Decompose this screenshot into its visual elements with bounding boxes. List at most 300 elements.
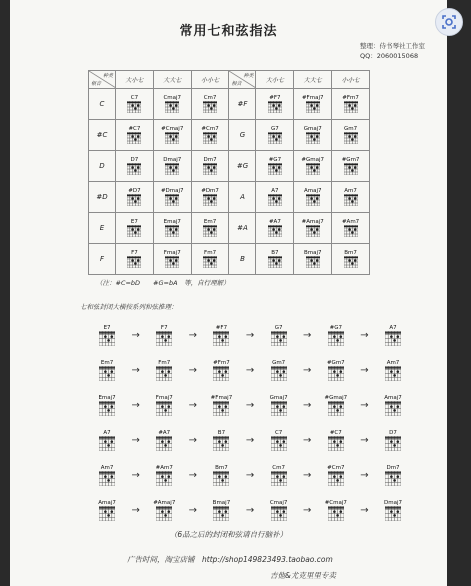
chord-name: #A7 — [158, 430, 171, 436]
chord-name: #G7 — [268, 157, 282, 163]
arrow-right-icon: → — [245, 470, 255, 481]
footer-shop: 吉他&尤克里里专卖 — [270, 571, 336, 580]
chord-cell — [294, 89, 332, 120]
fretboard-diagram — [127, 194, 141, 206]
fretboard-diagram — [385, 471, 401, 486]
chord-name: Gm7 — [344, 126, 358, 132]
arrow-right-icon: → — [245, 365, 255, 376]
chord-name: #Fmaj7 — [301, 95, 324, 101]
fretboard-diagram — [213, 331, 229, 346]
chord-cell — [294, 182, 332, 213]
chord-name: E7 — [130, 219, 138, 225]
arrow-right-icon: → — [131, 400, 140, 411]
progression-chord — [147, 395, 181, 416]
arrow-right-icon: → — [245, 400, 255, 411]
chord-diagram — [116, 126, 153, 144]
chord-cell — [153, 151, 191, 182]
fretboard-diagram — [99, 331, 115, 346]
fretboard-diagram — [328, 401, 344, 416]
chord-cell — [332, 151, 370, 182]
fretboard-diagram — [306, 163, 320, 175]
progression-row — [90, 388, 410, 423]
chord-cell — [332, 89, 370, 120]
fretboard-diagram — [344, 256, 358, 268]
root-note: C — [89, 89, 116, 120]
chord-diagram — [213, 360, 230, 381]
arrow-right-icon: → — [188, 365, 198, 376]
chord-name: #Fmaj7 — [210, 395, 233, 401]
chord-name: #Cm7 — [201, 126, 219, 132]
chord-name: #Cmaj7 — [324, 500, 347, 506]
chord-name: #Gm7 — [326, 360, 345, 366]
progression-chord — [376, 500, 410, 521]
arrow-right-icon: → — [131, 505, 140, 516]
chord-name: Amaj7 — [384, 395, 402, 401]
chord-table — [88, 70, 370, 275]
chord-name: C7 — [274, 430, 283, 436]
progression-row — [90, 493, 410, 528]
progression-chord — [147, 465, 181, 486]
chord-diagram — [325, 395, 348, 416]
fretboard-diagram — [165, 225, 179, 237]
header-root-label: 根音 — [91, 81, 102, 87]
fretboard-diagram — [271, 401, 287, 416]
fretboard-diagram — [328, 436, 344, 451]
progression-chord — [90, 500, 124, 521]
chord-name: #Dm7 — [201, 188, 219, 194]
fretboard-diagram — [127, 101, 141, 113]
chord-name: #Amaj7 — [153, 500, 176, 506]
fretboard-diagram — [271, 436, 287, 451]
chord-cell — [256, 182, 294, 213]
chord-name: #Gm7 — [341, 157, 360, 163]
chord-name: Cm7 — [203, 95, 217, 101]
fretboard-diagram — [271, 366, 287, 381]
chord-diagram — [327, 360, 345, 381]
progression-chord — [262, 395, 296, 416]
chord-cell — [294, 213, 332, 244]
progression-chord — [204, 430, 238, 451]
chord-name: Fmaj7 — [163, 250, 181, 256]
progression-chord — [319, 465, 353, 486]
fretboard-diagram — [165, 132, 179, 144]
root-note: #A — [229, 213, 256, 244]
arrow-right-icon: → — [303, 435, 312, 446]
chord-table-row — [89, 89, 370, 120]
chord-name: #Am7 — [155, 465, 173, 471]
arrow-right-icon: → — [131, 470, 140, 481]
arrow-right-icon: → — [303, 365, 312, 376]
chord-diagram — [116, 157, 153, 175]
fretboard-diagram — [203, 101, 217, 113]
col-header-m7: 小小七 — [332, 71, 370, 89]
chord-name: Em7 — [203, 219, 217, 225]
chord-name: Fmaj7 — [155, 395, 173, 401]
chord-diagram — [156, 395, 173, 416]
page-title: 常用七和弦指法 — [179, 24, 278, 39]
chord-name: #C7 — [329, 430, 342, 436]
chord-cell — [256, 89, 294, 120]
arrow-right-icon: → — [303, 470, 312, 481]
chord-diagram — [332, 95, 369, 113]
chord-name: #Amaj7 — [301, 219, 324, 225]
chord-name: Dmaj7 — [384, 500, 402, 506]
chord-cell — [294, 151, 332, 182]
chord-diagram — [256, 250, 293, 268]
chord-diagram — [116, 95, 153, 113]
chord-name: Gm7 — [272, 360, 286, 366]
chord-diagram — [156, 325, 172, 346]
fretboard-diagram — [268, 132, 282, 144]
fretboard-diagram — [203, 163, 217, 175]
fretboard-diagram — [156, 401, 172, 416]
fretboard-diagram — [344, 163, 358, 175]
chord-name: Bmaj7 — [212, 500, 231, 506]
root-note: B — [229, 244, 256, 275]
fretboard-diagram — [268, 163, 282, 175]
fretboard-diagram — [344, 225, 358, 237]
col-header-m7: 小小七 — [191, 71, 229, 89]
chord-diagram — [271, 360, 287, 381]
header-corner-right — [229, 71, 256, 89]
chord-diagram — [332, 219, 369, 237]
chord-diagram — [325, 500, 347, 521]
root-note: G — [229, 120, 256, 151]
chord-diagram — [271, 325, 287, 346]
author-info — [360, 41, 425, 61]
fretboard-diagram — [385, 401, 401, 416]
chord-table-header — [89, 71, 370, 89]
chord-diagram — [384, 500, 402, 521]
progression-chord — [204, 360, 238, 381]
chord-name: B7 — [271, 250, 279, 256]
chord-diagram — [99, 360, 115, 381]
chord-cell — [153, 120, 191, 151]
chord-diagram — [385, 325, 401, 346]
progression-chord — [90, 430, 124, 451]
chord-diagram — [99, 325, 115, 346]
progression-chord — [376, 395, 410, 416]
chord-diagram — [154, 188, 191, 206]
chord-cell — [153, 213, 191, 244]
fretboard-diagram — [344, 101, 358, 113]
arrow-right-icon: → — [188, 470, 198, 481]
chord-diagram — [156, 465, 173, 486]
chord-diagram — [156, 360, 172, 381]
chord-diagram — [153, 500, 175, 521]
chord-cell — [191, 151, 229, 182]
progression-chord — [319, 395, 353, 416]
progression-row — [90, 353, 410, 388]
chord-cell — [116, 151, 154, 182]
arrow-right-icon: → — [131, 435, 140, 446]
fretboard-diagram — [328, 471, 344, 486]
chord-diagram — [192, 126, 229, 144]
fretboard-diagram — [165, 194, 179, 206]
chord-name: #A7 — [268, 219, 281, 225]
fretboard-diagram — [99, 436, 115, 451]
chord-name: #Am7 — [341, 219, 360, 225]
root-note: E — [89, 213, 116, 244]
section-subtitle: 七和弦封闭大横按系列和弦推理： — [80, 303, 178, 311]
chord-diagram — [332, 188, 369, 206]
chord-cell — [256, 151, 294, 182]
fretboard-diagram — [99, 471, 115, 486]
chord-name: F7 — [160, 325, 168, 331]
header-root-label: 根音 — [231, 81, 242, 87]
chord-cell — [191, 182, 229, 213]
chord-cell — [191, 89, 229, 120]
fretboard-diagram — [127, 256, 141, 268]
chord-diagram — [328, 430, 344, 451]
root-note: D — [89, 151, 116, 182]
chord-name: Amaj7 — [303, 188, 322, 194]
chord-cell — [116, 213, 154, 244]
chord-diagram — [384, 395, 402, 416]
fretboard-diagram — [385, 366, 401, 381]
chord-table-row — [89, 244, 370, 275]
arrow-right-icon: → — [303, 330, 312, 341]
arrow-right-icon: → — [131, 365, 140, 376]
progression-chord — [204, 500, 238, 521]
chord-name: Cmaj7 — [163, 95, 182, 101]
chord-name: Am7 — [386, 360, 400, 366]
arrow-right-icon: → — [360, 365, 369, 376]
chord-diagram — [256, 157, 293, 175]
arrow-right-icon: → — [188, 400, 198, 411]
chord-diagram — [99, 465, 115, 486]
footer-note: （6品之后的封闭和弦请自行脑补） — [169, 530, 288, 539]
progression-chord — [262, 430, 296, 451]
fretboard-diagram — [99, 401, 115, 416]
chord-name: Dm7 — [386, 465, 400, 471]
fretboard-diagram — [271, 331, 287, 346]
chord-diagram — [294, 157, 331, 175]
chord-name: Bm7 — [215, 465, 228, 471]
root-note: #F — [229, 89, 256, 120]
chord-name: #C7 — [128, 126, 141, 132]
lens-search-icon[interactable] — [435, 8, 463, 36]
chord-cell — [191, 244, 229, 275]
progression-chord — [147, 500, 181, 521]
fretboard-diagram — [385, 436, 401, 451]
chord-diagram — [385, 465, 401, 486]
fretboard-diagram — [127, 163, 141, 175]
chord-cell — [294, 120, 332, 151]
chord-name: #Cm7 — [327, 465, 345, 471]
fretboard-diagram — [156, 331, 172, 346]
chord-cell — [116, 89, 154, 120]
fretboard-diagram — [268, 225, 282, 237]
chord-diagram — [116, 188, 153, 206]
fretboard-diagram — [156, 366, 172, 381]
chord-diagram — [327, 465, 344, 486]
arrow-right-icon: → — [245, 435, 255, 446]
chord-cell — [153, 182, 191, 213]
chord-name: Em7 — [100, 360, 114, 366]
chord-name: #Gmaj7 — [324, 395, 348, 401]
fretboard-diagram — [385, 506, 401, 521]
chord-name: #Fm7 — [213, 360, 230, 366]
chord-diagram — [98, 395, 115, 416]
fretboard-diagram — [271, 471, 287, 486]
arrow-right-icon: → — [360, 470, 369, 481]
progression-row — [90, 458, 410, 493]
chord-name: #D7 — [128, 188, 141, 194]
arrow-right-icon: → — [188, 435, 198, 446]
progression-chord — [262, 465, 296, 486]
chord-name: Gmaj7 — [303, 126, 322, 132]
arrow-right-icon: → — [303, 400, 312, 411]
chord-diagram — [332, 250, 369, 268]
chord-cell — [153, 89, 191, 120]
progression-row — [90, 318, 410, 353]
chord-diagram — [256, 126, 293, 144]
chord-diagram — [332, 157, 369, 175]
chord-diagram — [154, 250, 191, 268]
root-note: F — [89, 244, 116, 275]
fretboard-diagram — [328, 366, 344, 381]
fretboard-diagram — [271, 506, 287, 521]
fretboard-diagram — [213, 401, 229, 416]
chord-name: Cmaj7 — [269, 500, 288, 506]
chord-cell — [116, 182, 154, 213]
chord-diagram — [385, 430, 401, 451]
chord-diagram — [213, 325, 229, 346]
progression-chord — [90, 465, 124, 486]
qq-line: QQ：2060015068 — [360, 52, 419, 60]
chord-diagram — [156, 430, 172, 451]
progression-chord — [90, 325, 124, 346]
progression-chord — [147, 360, 181, 381]
progression-chord — [376, 325, 410, 346]
progression-chord — [376, 430, 410, 451]
chord-name: #F7 — [215, 325, 228, 331]
fretboard-diagram — [127, 132, 141, 144]
fretboard-diagram — [203, 225, 217, 237]
fretboard-diagram — [165, 101, 179, 113]
chord-diagram — [116, 250, 153, 268]
fretboard-diagram — [213, 436, 229, 451]
fretboard-diagram — [268, 194, 282, 206]
progression-chord — [90, 360, 124, 381]
chord-diagram — [271, 430, 287, 451]
fretboard-diagram — [213, 471, 229, 486]
header-type-label: 种类 — [243, 73, 254, 79]
progression-chord — [204, 465, 238, 486]
chord-name: Cm7 — [272, 465, 285, 471]
chord-cell — [256, 120, 294, 151]
chord-name: E7 — [103, 325, 111, 331]
chord-diagram — [332, 126, 369, 144]
fretboard-diagram — [165, 163, 179, 175]
fretboard-diagram — [268, 256, 282, 268]
fretboard-diagram — [203, 132, 217, 144]
arrow-right-icon: → — [245, 505, 255, 516]
chord-diagram — [256, 219, 293, 237]
progression-row — [90, 423, 410, 458]
progression-chord — [147, 430, 181, 451]
fretboard-diagram — [165, 256, 179, 268]
chord-diagram — [154, 157, 191, 175]
chord-diagram — [213, 500, 231, 521]
header-corner-left — [89, 71, 116, 89]
document-page — [10, 0, 447, 586]
chord-table-body — [89, 89, 370, 275]
chord-cell — [191, 120, 229, 151]
chord-name: Am7 — [344, 188, 357, 194]
chord-name: Fm7 — [204, 250, 217, 256]
chord-cell — [332, 213, 370, 244]
chord-name: Bm7 — [344, 250, 357, 256]
fretboard-diagram — [127, 225, 141, 237]
chord-diagram — [328, 325, 344, 346]
chord-name: #G7 — [329, 325, 342, 331]
enharmonic-note: （注：#C=bD #G=bA 等，自行理解） — [96, 279, 230, 287]
chord-diagram — [192, 95, 229, 113]
chord-name: G7 — [271, 126, 279, 132]
chord-table-row — [89, 151, 370, 182]
col-header-dom7: 大小七 — [256, 71, 294, 89]
root-note: #G — [229, 151, 256, 182]
root-note: A — [229, 182, 256, 213]
chord-diagram — [270, 500, 288, 521]
chord-name: #Fm7 — [342, 95, 359, 101]
progression-chord — [262, 325, 296, 346]
fretboard-diagram — [203, 256, 217, 268]
chord-name: Gmaj7 — [269, 395, 288, 401]
chord-diagram — [154, 126, 191, 144]
fretboard-diagram — [203, 194, 217, 206]
arrow-right-icon: → — [188, 505, 198, 516]
fretboard-diagram — [344, 132, 358, 144]
chord-diagram — [192, 219, 229, 237]
progression-grid — [90, 318, 410, 528]
progression-chord — [262, 360, 296, 381]
progression-chord — [376, 360, 410, 381]
chord-diagram — [213, 430, 229, 451]
chord-diagram — [270, 395, 288, 416]
chord-name: A7 — [103, 430, 111, 436]
footer-ad: 广告时间，淘宝店铺 http://shop149823493.taobao.com — [127, 555, 333, 564]
col-header-dom7: 大小七 — [116, 71, 154, 89]
chord-cell — [332, 120, 370, 151]
fretboard-diagram — [213, 506, 229, 521]
chord-cell — [294, 244, 332, 275]
chord-name: #Cmaj7 — [161, 126, 184, 132]
fretboard-diagram — [385, 331, 401, 346]
progression-chord — [147, 325, 181, 346]
chord-diagram — [192, 250, 229, 268]
chord-diagram — [294, 219, 331, 237]
chord-name: B7 — [217, 430, 226, 436]
chord-diagram — [154, 95, 191, 113]
arrow-right-icon: → — [360, 435, 369, 446]
chord-name: #F7 — [269, 95, 281, 101]
chord-name: #Dmaj7 — [160, 188, 184, 194]
arrow-right-icon: → — [303, 505, 312, 516]
fretboard-diagram — [306, 256, 320, 268]
chord-diagram — [256, 95, 293, 113]
col-header-maj7: 大大七 — [294, 71, 332, 89]
fretboard-diagram — [156, 506, 172, 521]
chord-diagram — [192, 157, 229, 175]
author-line: 整理：侍书琴社工作室 — [360, 42, 425, 50]
fretboard-diagram — [99, 366, 115, 381]
arrow-right-icon: → — [360, 400, 369, 411]
progression-chord — [90, 395, 124, 416]
lens-icon-glyph — [441, 14, 457, 30]
